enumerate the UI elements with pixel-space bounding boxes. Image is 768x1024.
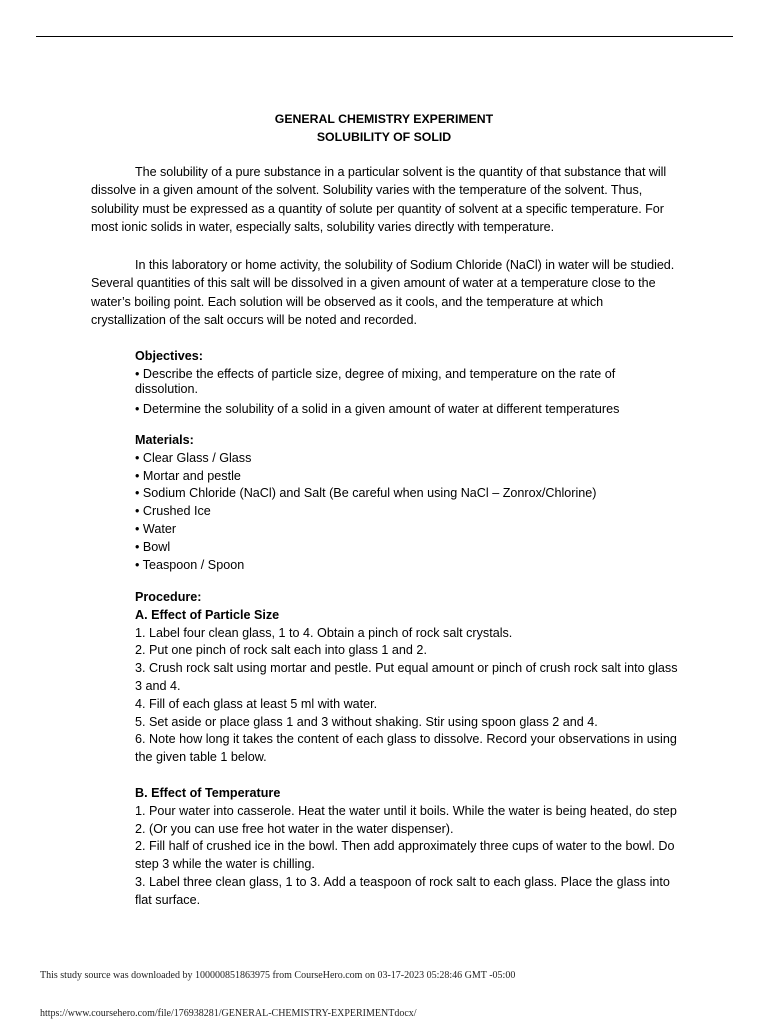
material-item: • Mortar and pestle: [135, 468, 241, 483]
material-item: • Sodium Chloride (NaCl) and Salt (Be careful when using NaCl – Zonrox/Chlorine): [135, 486, 597, 501]
objectives-heading: Objectives:: [135, 349, 203, 363]
objectives-section: [135, 347, 680, 419]
activity-paragraph: In this laboratory or home activity, the solubility of Sodium Chloride (NaCl) in water will be studied. Several quantities of this salt will be dissolved in a given amount of water at a temperature close to the water’s boiling point. Each solution will be observed as it cools, and the temperature at which crystallization of the salt occurs will be noted and recorded.: [91, 258, 675, 327]
procedure-step: 1. Pour water into casserole. Heat the water until it boils. While the water is being heated, do step 2. (Or you can use free hot water in the water dispenser).: [135, 803, 677, 836]
page-top-rule: [36, 36, 733, 37]
objective-item: • Describe the effects of particle size, degree of mixing, and temperature on the rate of dissolution.: [135, 367, 616, 397]
procedure-step: 5. Set aside or place glass 1 and 3 without shaking. Stir using spoon glass 2 and 4.: [135, 714, 598, 729]
material-item: • Water: [135, 521, 177, 536]
document-title: [0, 110, 768, 147]
procedure-step: 1. Label four clean glass, 1 to 4. Obtain a pinch of rock salt crystals.: [135, 625, 513, 640]
procedure-step: 3. Crush rock salt using mortar and pestle. Put equal amount or pinch of crush rock salt into glass 3 and 4.: [135, 661, 678, 693]
objective-item: • Determine the solubility of a solid in a given amount of water at different temperatures: [135, 402, 620, 417]
procedure-section: [135, 589, 680, 910]
source-url: https://www.coursehero.com/file/176938281/GENERAL-CHEMISTRY-EXPERIMENTdocx/: [40, 1008, 417, 1019]
material-item: • Teaspoon / Spoon: [135, 557, 245, 572]
intro-paragraph: The solubility of a pure substance in a particular solvent is the quantity of that substance that will dissolve in a given amount of the solvent. Solubility varies with the temperature of the solvent. Thus, solubility must be expressed as a quantity of solute per quantity of solvent at a specific temperature. For most ionic solids in water, especially salts, solubility varies directly with temperature.: [91, 165, 667, 234]
procedure-step: 3. Label three clean glass, 1 to 3. Add a teaspoon of rock salt to each glass. Place the glass into flat surface.: [135, 874, 670, 907]
procedure-step: 2. Fill half of crushed ice in the bowl. Then add approximately three cups of water to the bowl. Do step 3 while the water is chilling.: [135, 839, 675, 872]
material-item: • Bowl: [135, 539, 171, 554]
materials-section: [135, 432, 680, 574]
section-b-heading: B. Effect of Temperature: [135, 785, 281, 800]
download-note: This study source was downloaded by 100000851863975 from CourseHero.com on 03-17-2023 05:28:46 GMT -05:00: [40, 970, 516, 981]
title-line-2: SOLUBILITY OF SOLID: [316, 130, 452, 145]
procedure-step: 2. Put one pinch of rock salt each into glass 1 and 2.: [135, 643, 427, 658]
title-line-1: GENERAL CHEMISTRY EXPERIMENT: [274, 112, 494, 126]
procedure-step: 4. Fill of each glass at least 5 ml with water.: [135, 696, 378, 711]
section-a-heading: A. Effect of Particle Size: [135, 607, 280, 622]
procedure-step: 6. Note how long it takes the content of each glass to dissolve. Record your observations in using the given table 1 below.: [135, 732, 677, 765]
materials-heading: Materials:: [135, 433, 194, 447]
material-item: • Clear Glass / Glass: [135, 450, 252, 465]
procedure-heading: Procedure:: [135, 590, 202, 604]
material-item: • Crushed Ice: [135, 504, 211, 519]
